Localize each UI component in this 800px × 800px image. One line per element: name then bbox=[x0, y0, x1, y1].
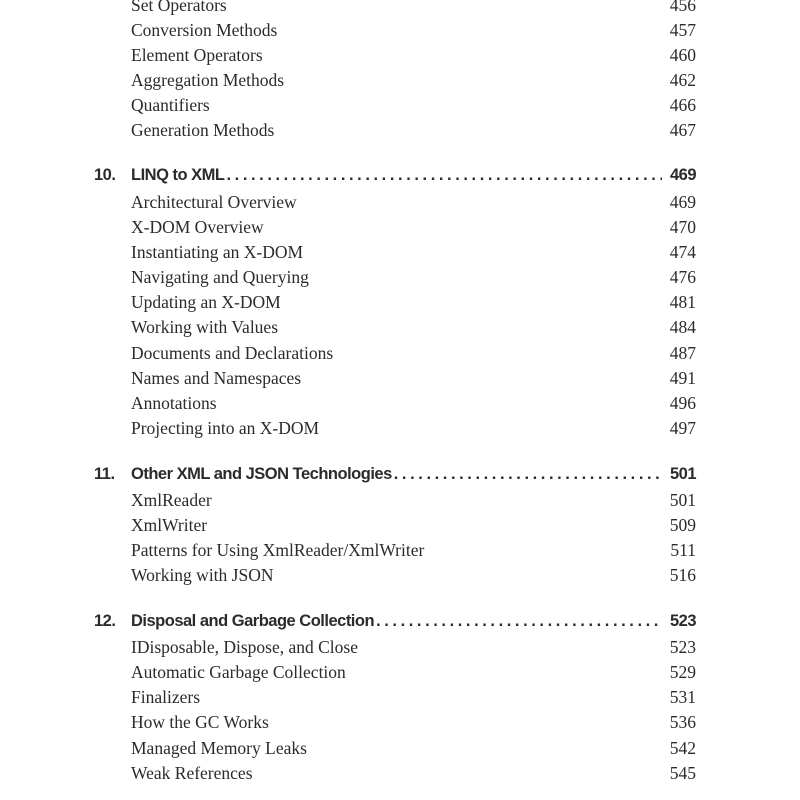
toc-entry[interactable] bbox=[131, 636, 696, 658]
entry-title: Managed Memory Leaks bbox=[131, 738, 307, 758]
toc-entry[interactable] bbox=[131, 661, 696, 683]
chapter-page-number: 501 bbox=[669, 465, 696, 483]
toc-entry[interactable] bbox=[131, 94, 696, 116]
toc-entry[interactable] bbox=[131, 762, 696, 784]
entry-title: Quantifiers bbox=[131, 95, 210, 115]
toc-entry[interactable] bbox=[131, 291, 696, 313]
toc-entry[interactable] bbox=[131, 119, 696, 141]
toc-entry[interactable] bbox=[131, 564, 696, 586]
entry-title: Conversion Methods bbox=[131, 20, 278, 40]
chapter-page-number: 523 bbox=[669, 612, 696, 630]
chapter-heading[interactable] bbox=[94, 163, 696, 187]
entry-page-number: 456 bbox=[669, 0, 696, 15]
toc-entry[interactable] bbox=[131, 737, 696, 759]
chapter-title: Other XML and JSON Technologies bbox=[131, 465, 392, 483]
toc-entry[interactable] bbox=[131, 711, 696, 733]
toc-entry[interactable] bbox=[131, 367, 696, 389]
toc-entry[interactable] bbox=[131, 266, 696, 288]
entry-title: Generation Methods bbox=[131, 120, 275, 140]
toc-entry[interactable] bbox=[131, 316, 696, 338]
toc-entry[interactable] bbox=[131, 417, 696, 439]
entry-title: Working with JSON bbox=[131, 565, 274, 585]
entry-page-number: 491 bbox=[669, 368, 696, 388]
entry-title: Projecting into an X-DOM bbox=[131, 418, 320, 438]
entry-title: Aggregation Methods bbox=[131, 70, 285, 90]
toc-entry[interactable] bbox=[131, 19, 696, 41]
entry-title: XmlWriter bbox=[131, 515, 208, 535]
toc-entry[interactable] bbox=[131, 69, 696, 91]
toc-entry[interactable] bbox=[131, 0, 696, 16]
chapter-heading[interactable] bbox=[94, 609, 696, 633]
toc-entry[interactable] bbox=[131, 392, 696, 414]
entry-title: Instantiating an X-DOM bbox=[131, 242, 304, 262]
entry-title: X-DOM Overview bbox=[131, 217, 264, 237]
chapter-number: 11. bbox=[94, 465, 115, 483]
chapter-number: 12. bbox=[94, 612, 116, 630]
toc-entry[interactable] bbox=[131, 539, 696, 561]
entry-page-number: 523 bbox=[669, 637, 696, 657]
entry-page-number: 469 bbox=[669, 192, 696, 212]
entry-title: Working with Values bbox=[131, 317, 279, 337]
entry-title: XmlReader bbox=[131, 490, 212, 510]
entry-title: Finalizers bbox=[131, 687, 201, 707]
toc-entry[interactable] bbox=[131, 514, 696, 536]
entry-page-number: 466 bbox=[669, 95, 696, 115]
entry-title: Updating an X-DOM bbox=[131, 292, 281, 312]
entry-page-number: 457 bbox=[669, 20, 696, 40]
entry-title: Patterns for Using XmlReader/XmlWriter bbox=[131, 540, 425, 560]
toc-entry[interactable] bbox=[131, 342, 696, 364]
entry-title: Annotations bbox=[131, 393, 217, 413]
toc-entry[interactable] bbox=[131, 44, 696, 66]
chapter-number: 10. bbox=[94, 166, 116, 184]
toc-entry[interactable] bbox=[131, 489, 696, 511]
chapter-title: LINQ to XML bbox=[131, 166, 225, 184]
entry-title: IDisposable, Dispose, and Close bbox=[131, 637, 358, 657]
entry-title: Weak References bbox=[131, 763, 253, 783]
entry-page-number: 460 bbox=[669, 45, 696, 65]
toc-entry[interactable] bbox=[131, 241, 696, 263]
entry-title: Documents and Declarations bbox=[131, 343, 334, 363]
entry-title: Navigating and Querying bbox=[131, 267, 309, 287]
dot-leader bbox=[226, 163, 661, 187]
entry-title: Set Operators bbox=[131, 0, 227, 15]
dot-leader bbox=[394, 462, 662, 486]
toc-entry[interactable] bbox=[131, 191, 696, 213]
entry-page-number: 511 bbox=[670, 540, 696, 560]
entry-page-number: 467 bbox=[669, 120, 696, 140]
entry-page-number: 484 bbox=[669, 317, 696, 337]
chapter-title: Disposal and Garbage Collection bbox=[131, 612, 375, 630]
toc-entry[interactable] bbox=[131, 686, 696, 708]
entry-page-number: 497 bbox=[669, 418, 696, 438]
toc-entry[interactable] bbox=[131, 216, 696, 238]
entry-page-number: 516 bbox=[669, 565, 696, 585]
dot-leader bbox=[376, 609, 662, 633]
chapter-page-number: 469 bbox=[669, 166, 696, 184]
entry-page-number: 481 bbox=[669, 292, 696, 312]
entry-page-number: 474 bbox=[669, 242, 696, 262]
entry-page-number: 476 bbox=[669, 267, 696, 287]
entry-page-number: 531 bbox=[669, 687, 696, 707]
entry-page-number: 487 bbox=[669, 343, 696, 363]
entry-page-number: 509 bbox=[669, 515, 696, 535]
entry-title: Names and Namespaces bbox=[131, 368, 302, 388]
entry-title: Automatic Garbage Collection bbox=[131, 662, 346, 682]
entry-page-number: 545 bbox=[669, 763, 696, 783]
chapter-heading[interactable] bbox=[94, 462, 696, 486]
entry-page-number: 462 bbox=[669, 70, 696, 90]
entry-page-number: 496 bbox=[669, 393, 696, 413]
entry-title: Element Operators bbox=[131, 45, 263, 65]
entry-title: How the GC Works bbox=[131, 712, 269, 732]
entry-page-number: 529 bbox=[669, 662, 696, 682]
entry-page-number: 501 bbox=[669, 490, 696, 510]
entry-page-number: 470 bbox=[669, 217, 696, 237]
entry-title: Architectural Overview bbox=[131, 192, 297, 212]
entry-page-number: 536 bbox=[669, 712, 696, 732]
entry-page-number: 542 bbox=[669, 738, 696, 758]
